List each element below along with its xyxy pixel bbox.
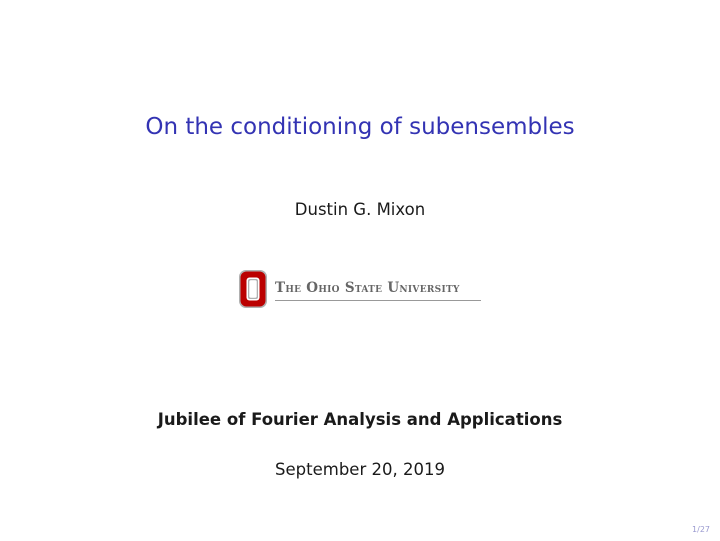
page-number: 1/27 xyxy=(692,525,710,534)
university-name: The Ohio State University xyxy=(275,280,460,296)
block-o-icon xyxy=(238,269,268,309)
presentation-date: September 20, 2019 xyxy=(275,460,445,479)
logo-underline xyxy=(275,300,481,301)
event-name: Jubilee of Fourier Analysis and Applications xyxy=(157,410,563,429)
university-logo xyxy=(238,269,482,309)
slide-title: On the conditioning of subensembles xyxy=(145,114,575,140)
author-name: Dustin G. Mixon xyxy=(294,200,426,219)
